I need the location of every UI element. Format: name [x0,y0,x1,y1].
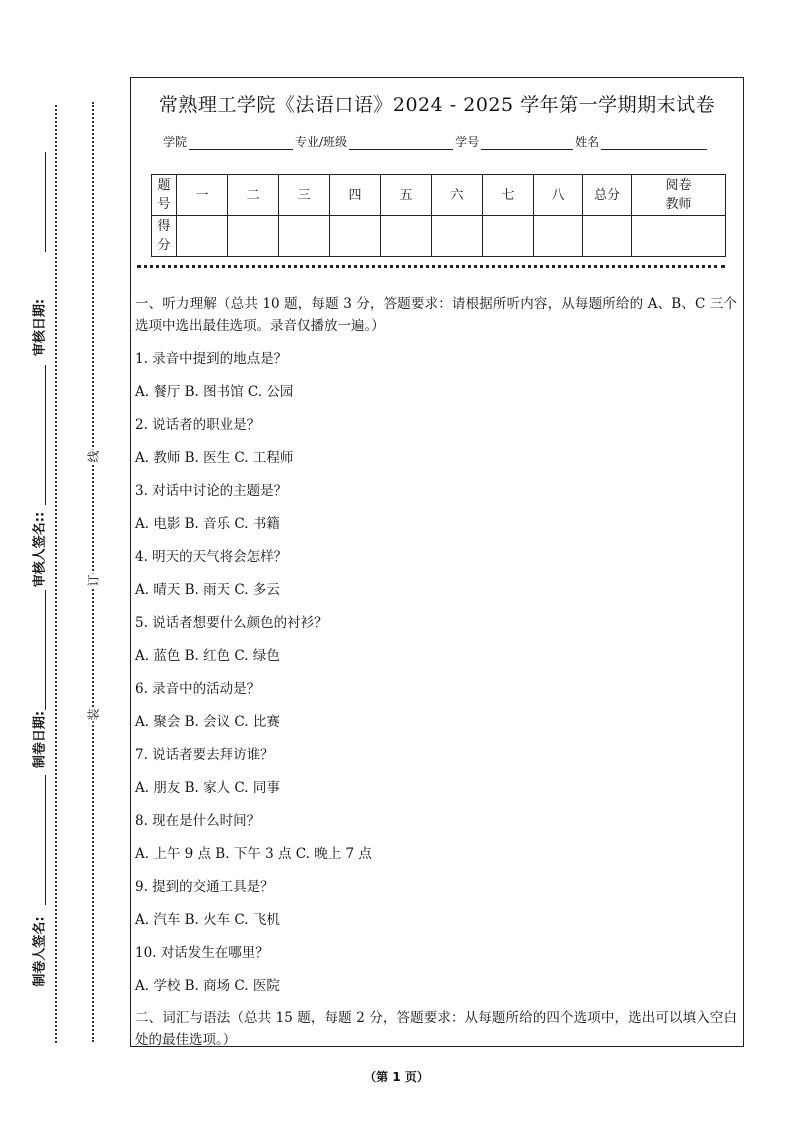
col-4: 四 [330,175,381,216]
question-4: 4. 明天的天气将会怎样？ [135,549,288,565]
cut-char-line: 线 [86,450,101,463]
question-3: 3. 对话中讨论的主题是？ [135,483,288,499]
score-table-score-row [152,216,726,257]
question-8: 8. 现在是什么时间？ [135,813,261,829]
question-number-header: 题 号 [152,175,177,216]
score-cell-4[interactable] [330,216,381,257]
binding-dotted-line [55,105,57,1043]
binding-line-top [45,152,46,252]
compile-date-label: 制卷日期: [32,710,48,769]
question-7: 7. 说话者要去拜访谁？ [135,747,274,763]
dotted-separator [137,265,725,268]
score-cell-5[interactable] [381,216,432,257]
page-footer: （第 1 页） [364,1070,429,1084]
section2-instructions: 二、词汇与语法（总共 15 题，每题 2 分，答题要求：从每题所给的四个选项中，选出可以填入空白处的最佳选项。） [135,1010,737,1048]
section1-instructions: 一、听力理解（总共 10 题，每题 3 分，答题要求：请根据所听内容，从每题所给的 A、B、C 三个选项中选出最佳选项。录音仅播放一遍。） [135,296,737,334]
question-10: 10. 对话发生在哪里？ [135,945,269,961]
cut-dotted-line [92,102,94,1042]
college-label: 学院 [163,135,188,149]
col-3: 三 [279,175,330,216]
major-label: 专业/班级 [295,135,348,149]
student-id-label: 学号 [455,135,480,149]
binding-line-3 [45,590,46,710]
options-1: A. 餐厅 B. 图书馆 C. 公园 [135,384,294,400]
score-cell-3[interactable] [279,216,330,257]
options-4: A. 晴天 B. 雨天 C. 多云 [135,582,280,598]
name-blank[interactable] [601,135,707,150]
score-header: 得 分 [152,216,177,257]
score-cell-1[interactable] [177,216,228,257]
options-2: A. 教师 B. 医生 C. 工程师 [135,450,294,466]
binding-line-2 [45,365,46,505]
options-8: A. 上午 9 点 B. 下午 3 点 C. 晚上 7 点 [135,846,372,862]
student-id-blank[interactable] [481,135,573,150]
exam-title: 常熟理工学院《法语口语》2024 - 2025 学年第一学期期末试卷 [158,94,716,116]
options-9: A. 汽车 B. 火车 C. 飞机 [135,912,280,928]
options-3: A. 电影 B. 音乐 C. 书籍 [135,516,280,532]
binding-line-4 [45,775,46,905]
score-cell-8[interactable] [534,216,583,257]
cut-char-pack: 装 [86,708,101,721]
name-label: 姓名 [575,135,600,149]
score-cell-7[interactable] [483,216,534,257]
options-7: A. 朋友 B. 家人 C. 同事 [135,780,280,796]
question-6: 6. 录音中的活动是？ [135,681,261,697]
score-table-header-row [152,175,726,216]
options-6: A. 聚会 B. 会议 C. 比赛 [135,714,280,730]
college-blank[interactable] [189,135,293,150]
score-cell-2[interactable] [228,216,279,257]
exam-content [135,293,737,1051]
col-7: 七 [483,175,534,216]
compiler-signature-label: 制卷人签名: [32,916,48,987]
col-5: 五 [381,175,432,216]
col-total: 总分 [583,175,632,216]
col-6: 六 [432,175,483,216]
reviewer-header: 阅卷 教师 [632,175,726,216]
question-5: 5. 说话者想要什么颜色的衬衫？ [135,615,328,631]
reviewer-signature-label: 审核人签名:: [32,511,48,588]
question-9: 9. 提到的交通工具是？ [135,879,274,895]
score-cell-6[interactable] [432,216,483,257]
major-blank[interactable] [349,135,453,150]
options-10: A. 学校 B. 商场 C. 医院 [135,978,280,994]
col-2: 二 [228,175,279,216]
col-1: 一 [177,175,228,216]
exam-frame [130,77,744,1047]
student-info-row [163,133,709,150]
col-8: 八 [534,175,583,216]
reviewer-cell[interactable] [632,216,726,257]
cut-char-bind: 订 [86,574,101,587]
review-date-label: 审核日期: [32,298,48,357]
question-2: 2. 说话者的职业是？ [135,417,261,433]
question-1: 1. 录音中提到的地点是？ [135,351,288,367]
score-cell-total[interactable] [583,216,632,257]
options-5: A. 蓝色 B. 红色 C. 绿色 [135,648,280,664]
score-table [151,174,726,257]
